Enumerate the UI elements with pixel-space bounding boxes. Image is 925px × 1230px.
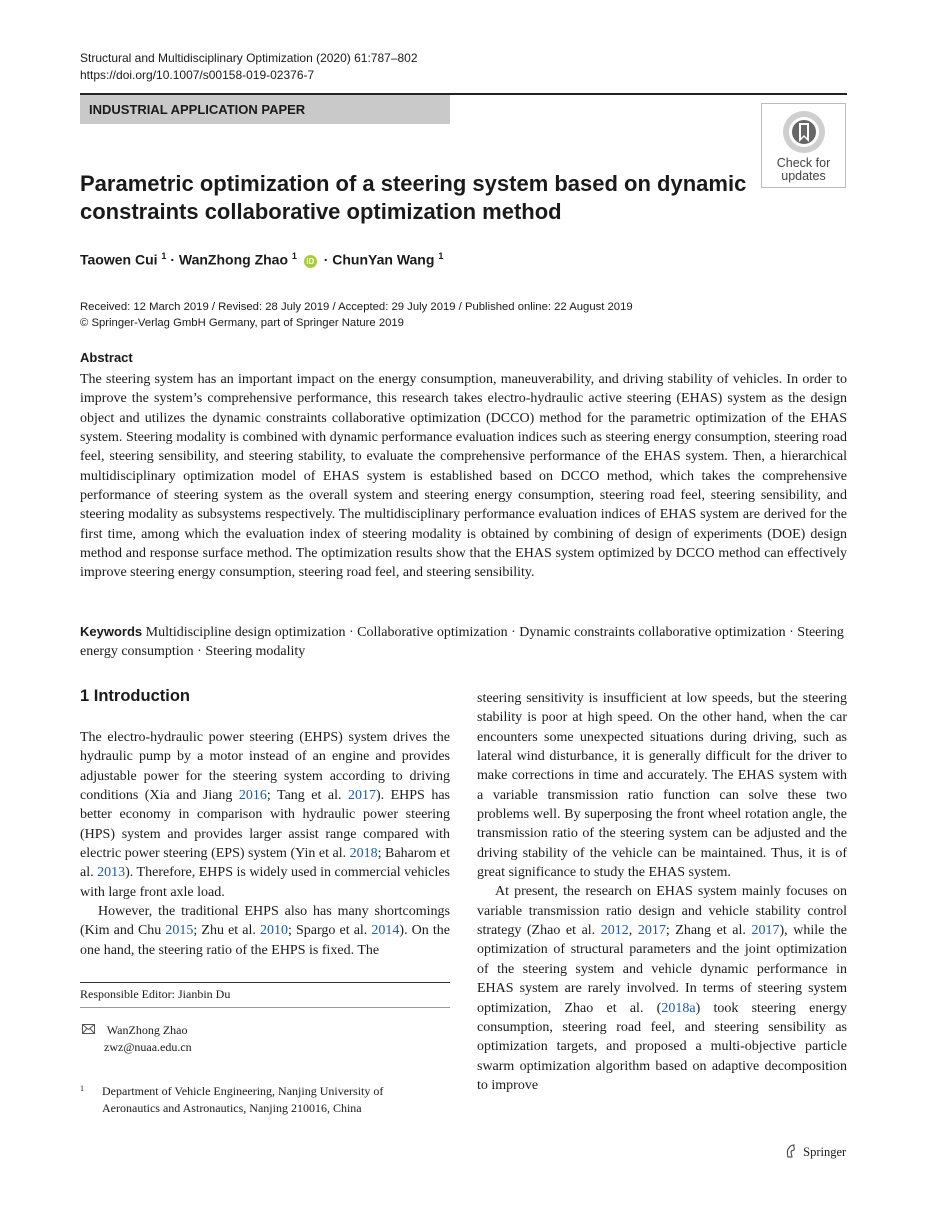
paper-title: [80, 170, 750, 226]
citation-link[interactable]: 2017: [751, 923, 780, 939]
keywords-label: Keywords: [80, 624, 143, 639]
affiliation-line-2: Aeronautics and Astronautics, Nanjing 210016, China: [102, 1100, 362, 1115]
check-label-line2: updates: [781, 169, 826, 183]
footnote-rule: [80, 982, 450, 983]
paragraph-text: ,: [628, 923, 638, 939]
paragraph-text: ). Therefore, EHPS is widely used in commercial vehicles with large front axle load.: [80, 865, 450, 900]
author-affiliation: 1: [438, 251, 444, 261]
paragraph-text: ), while the optimization of structural parameters and the joint optimization of the steering system and vehicle dynamic performance in EHAS system are rarely involved. In terms of steering system optimization, Zhao et al. (: [477, 923, 847, 1016]
citation-link[interactable]: 2013: [97, 865, 126, 881]
affiliation-footnote: [80, 1083, 383, 1116]
citation-link[interactable]: 2016: [238, 788, 267, 804]
citation-link[interactable]: 2017: [347, 788, 376, 804]
title-line-2: constraints collaborative optimization method: [80, 199, 562, 224]
paragraph-text: ; Baharom et al.: [80, 846, 450, 881]
author-list: [80, 251, 443, 268]
abstract-heading: Abstract: [80, 350, 133, 365]
paragraph-text: ). On the one hand, the steering ratio of the EHPS is fixed. The: [80, 923, 450, 958]
check-for-updates-button[interactable]: [761, 103, 846, 188]
paragraph-text: At present, the research on EHAS system mainly focuses on variable transmission ratio design and vehicle stability control strategy (Zhao et al.: [477, 884, 847, 939]
publisher-logo: [785, 1144, 846, 1160]
copyright-line: © Springer-Verlag GmbH Germany, part of Springer Nature 2019: [80, 317, 404, 329]
author-separator: ·: [323, 251, 329, 268]
publication-dates: [80, 299, 633, 331]
corresponding-author: [80, 1022, 192, 1056]
affiliation-number: 1: [80, 1084, 84, 1093]
section-heading: 1 Introduction: [80, 687, 190, 705]
paragraph-text: steering sensitivity is insufficient at low speeds, but the steering stability is poor at high speed. On the other hand, when the car encounters some unexpected situations during driving, such as lateral wind disturbance, it is generally difficult for the driver to make corrections in time and accurately. The EHAS system with a variable transmission ratio function can solve these two problems well. By superposing the front wheel rotation angle, the transmission ratio of the steering system can be adjusted and the driving stability of the vehicle can be maintained. Thus, it is of great significance to study the EHAS system.: [477, 691, 847, 881]
abstract-text: The steering system has an important impact on the energy consumption, maneuverability, and driving stability of vehicles. In order to improve the system’s comprehensive performance, this research takes electro-hydraulic active steering (EHAS) system as the design object and utilizes the dynamic constraints collaborative optimization (DCCO) method for the parametric optimization of the EHAS system. Steering modality is combined with dynamic performance evaluation indices such as steering energy consumption, steering road feel, steering sensibility, and steering stability, to evaluate the comprehensive performance of the EHAS system. Then, a hierarchical multidisciplinary optimization model of EHAS system is established based on DCCO method, which takes the comprehensive performance of steering system as the overall system and steering energy consumption, steering road feel, steering sensibility, and steering modality as subsystems respectively. The multidisciplinary performance evaluation indices of EHAS system are derived for the first time, among which the evaluation index of steering modality is obtained by combining of design of experiments (DOE) design method and response surface method. The optimization results show that the EHAS system optimized by DCCO method can effectively improve steering energy consumption, steering road feel, and steering sensibility.: [80, 372, 847, 581]
citation-link[interactable]: 2018: [349, 846, 378, 862]
paragraph-text: ; Tang et al.: [266, 788, 348, 804]
envelope-icon: [82, 1024, 95, 1034]
corresponding-name: WanZhong Zhao: [106, 1023, 188, 1037]
footnote-rule-secondary: [80, 1007, 450, 1008]
author-separator: ·: [170, 251, 175, 268]
citation-link[interactable]: 2010: [259, 923, 288, 939]
paragraph-text: However, the traditional EHPS also has many shortcomings (Kim and Chu: [80, 904, 450, 939]
journal-header: [80, 50, 418, 84]
citation-link[interactable]: 2017: [637, 923, 666, 939]
bookmark-icon: [781, 109, 827, 155]
responsible-editor: Responsible Editor: Jianbin Du: [80, 987, 231, 1001]
author-name[interactable]: ChunYan Wang: [332, 251, 435, 268]
paragraph: [80, 728, 450, 902]
citation-link[interactable]: 2012: [600, 923, 629, 939]
corresponding-email[interactable]: zwz@nuaa.edu.cn: [104, 1040, 192, 1054]
publisher-name: Springer: [803, 1145, 847, 1159]
paragraph-text: ; Zhang et al.: [665, 923, 752, 939]
keywords-list: Multidiscipline design optimization · Collaborative optimization · Dynamic constraints collaborative optimization · Steering energy consumption · Steering modality: [80, 625, 844, 660]
column-left: [80, 728, 450, 960]
doi-link[interactable]: https://doi.org/10.1007/s00158-019-02376-7: [80, 68, 315, 82]
paragraph-text: ; Zhu et al.: [193, 923, 260, 939]
paragraph-text: ) took steering energy consumption, steering road feel, and steering sensibility as optimization targets, and proposed a multi-objective particle swarm optimization algorithm based on adaptive decomposition to improve: [477, 1000, 847, 1093]
author-name[interactable]: Taowen Cui: [80, 251, 158, 268]
history-dates: Received: 12 March 2019 / Revised: 28 July 2019 / Accepted: 29 July 2019 / Published online: 22 August 2019: [80, 301, 633, 313]
citation-link[interactable]: 2015: [165, 923, 194, 939]
column-right: [477, 689, 847, 1095]
author-affiliation: 1: [291, 251, 297, 261]
title-line-1: Parametric optimization of a steering system based on dynamic: [80, 171, 747, 196]
keywords-block: [80, 622, 847, 662]
paragraph: [477, 882, 847, 1095]
paper-type-badge: INDUSTRIAL APPLICATION PAPER: [80, 95, 450, 124]
citation-link[interactable]: 2014: [371, 923, 400, 939]
journal-citation: Structural and Multidisciplinary Optimization (2020) 61:787–802: [80, 51, 418, 65]
springer-horse-icon: [785, 1144, 797, 1158]
paragraph-text: ; Spargo et al.: [287, 923, 372, 939]
author-name[interactable]: WanZhong Zhao: [178, 251, 289, 268]
paragraph-text: ). EHPS has better economy in comparison with hydraulic power steering (HPS) system and provides larger assist range compared with electric power steering (EPS) system (Yin et al.: [80, 788, 450, 862]
paragraph: [477, 689, 847, 882]
affiliation-line-1: Department of Vehicle Engineering, Nanjing University of: [102, 1084, 384, 1098]
paragraph: [80, 902, 450, 960]
author-affiliation: 1: [161, 251, 167, 261]
orcid-icon[interactable]: iD: [304, 255, 317, 268]
citation-link[interactable]: 2018a: [661, 1000, 696, 1016]
check-label-line1: Check for: [776, 156, 831, 170]
paragraph-text: The electro-hydraulic power steering (EHPS) system drives the hydraulic pump by a motor instead of an engine and provides adjustable power for the steering system according to driving conditions (Xia and Jiang: [80, 730, 450, 804]
